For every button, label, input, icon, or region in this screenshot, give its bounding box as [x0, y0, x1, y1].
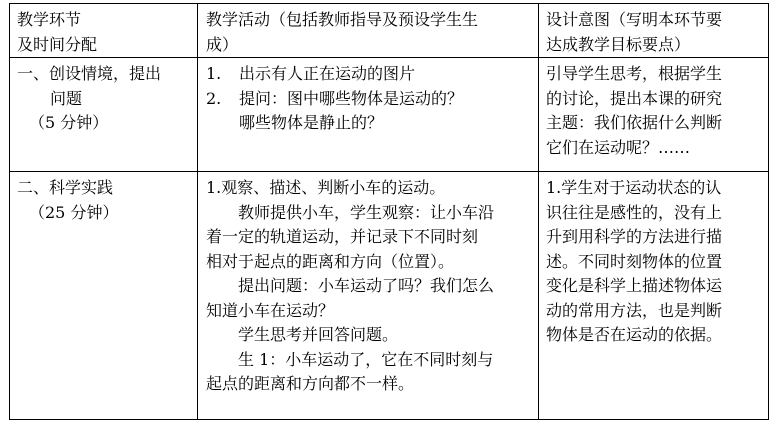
intent-text: 的讨论，提出本课的研究	[546, 88, 723, 108]
item-text: 提问：图中哪些物体是运动的？	[239, 88, 464, 108]
lesson-plan-table	[9, 3, 769, 420]
intent-text: 动的常用方法，也是判断	[546, 300, 723, 320]
item-number: 2.	[206, 88, 222, 108]
stage-text: 问题	[50, 88, 83, 108]
activity-text: 生 1：小车运动了，它在不同时刻与	[238, 349, 494, 369]
header-text: 达成教学目标要点）	[546, 34, 691, 54]
stage-text: 二、科学实践	[17, 178, 114, 197]
activity-text: 提出问题：小车运动了吗？我们怎么	[238, 276, 495, 295]
activity-text: 1.观察、描述、判断小车的运动。	[206, 178, 446, 197]
intent-text: 它们在运动呢？……	[546, 137, 691, 157]
intent-text: 述。不同时刻物体的位置	[546, 251, 723, 271]
row1-intent-cell	[546, 62, 722, 160]
activity-text: 着一定的轨道运动，并记录下不同时刻	[206, 227, 479, 246]
header-text: 成）	[206, 34, 239, 54]
activity-text: 起点的距离和方向都不一样。	[206, 374, 415, 393]
row-divider	[10, 171, 768, 172]
activity-item	[206, 111, 463, 136]
intent-text: 识往往是感性的，没有上	[546, 202, 723, 222]
header-intent-cell	[546, 8, 722, 57]
item-text: 哪些物体是静止的？	[239, 113, 384, 132]
stage-text: 一、创设情境，提出	[17, 64, 162, 83]
row2-activity-cell	[206, 176, 494, 397]
column-divider	[197, 4, 198, 419]
row2-intent-cell	[546, 176, 722, 348]
activity-text: 学生思考并回答问题。	[238, 325, 399, 344]
header-text: 教学活动（包括教师指导及预设学生生	[206, 10, 479, 29]
row2-stage-cell	[17, 176, 118, 225]
activity-text: 相对于起点的距离和方向（位置）。	[206, 251, 455, 271]
row1-stage-cell	[17, 62, 161, 136]
header-activity-cell	[206, 8, 478, 57]
header-text: 及时间分配	[17, 34, 98, 54]
intent-text: 引导学生思考，根据学生	[546, 64, 723, 83]
stage-duration: （5 分钟）	[29, 113, 109, 132]
header-stage-cell	[17, 8, 97, 57]
intent-text: 主题：我们依据什么判断	[546, 113, 723, 132]
row1-activity-cell	[206, 62, 463, 136]
activity-item	[206, 87, 463, 112]
column-divider	[538, 4, 539, 419]
item-number: 1.	[206, 64, 222, 83]
item-text: 出示有人正在运动的图片	[239, 64, 416, 83]
header-text: 设计意图（写明本环节要	[546, 10, 723, 29]
header-text: 教学环节	[17, 10, 82, 29]
activity-text: 教师提供小车，学生观察：让小车沿	[238, 202, 495, 222]
intent-text: 1.学生对于运动状态的认	[546, 178, 722, 197]
row-divider	[10, 57, 768, 58]
stage-duration: （25 分钟）	[29, 202, 119, 222]
intent-text: 物体是否在运动的依据。	[546, 325, 723, 344]
intent-text: 升到用科学的方法进行描	[546, 227, 723, 246]
activity-text: 知道小车在运动？	[206, 300, 335, 320]
activity-item	[206, 62, 463, 87]
intent-text: 变化是科学上描述物体运	[546, 276, 723, 295]
